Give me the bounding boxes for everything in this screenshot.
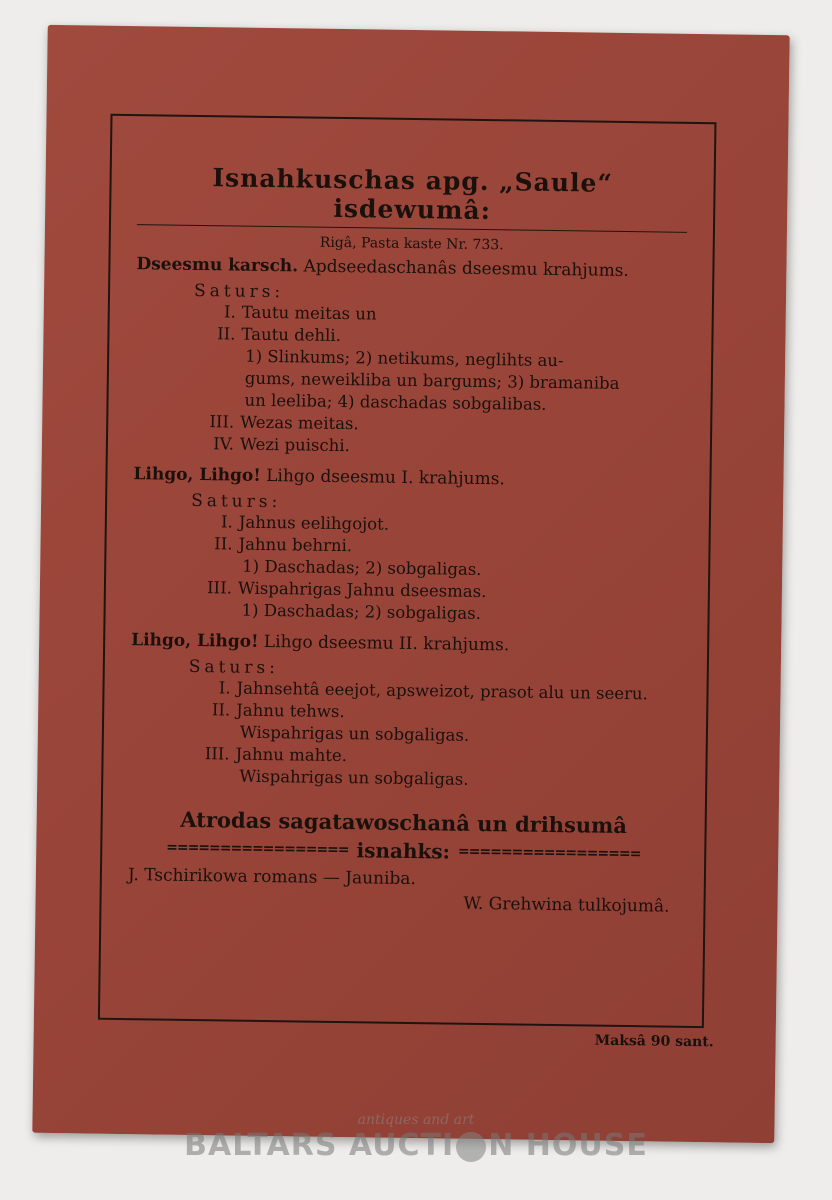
forthcoming-heading: Atrodas sagatawoschanâ un drihsumâ	[180, 806, 628, 839]
forthcoming-label: isnahks:	[356, 838, 451, 864]
forthcoming-line	[128, 835, 678, 867]
contents-line-text: Jahnu tehws.	[236, 700, 345, 722]
contents-line-text: 1) Slinkums; 2) netikums, neglihts au-	[245, 346, 564, 371]
dash-rule-left: =================	[166, 839, 349, 859]
contents-line-text: 1) Daschadas; 2) sobgaligas.	[241, 600, 482, 623]
contents-line-number: II.	[214, 534, 233, 554]
section-title	[136, 254, 686, 282]
translator-credit: W. Grehwina tulkojumâ.	[463, 893, 670, 917]
section-title-bold: Lihgo, Lihgo!	[133, 464, 261, 486]
publisher-headline: Isnahkuschas apg. „Saule“ isdewumâ:	[137, 162, 688, 233]
contents-line-text: Jahnsehtâ eeejot, apsweizot, prasot alu un seeru.	[236, 678, 648, 704]
contents-line-number: I.	[220, 512, 233, 532]
contents-line-text: Wezi puischi.	[239, 434, 350, 456]
contents-line-text: Tautu meitas un	[241, 302, 377, 324]
section-title-rest: Lihgo dseesmu I. krahjums.	[266, 465, 505, 490]
watermark-text-left: BALTARS AUCTI	[184, 1128, 455, 1163]
publisher-address: Rigâ, Pasta kaste Nr. 733.	[319, 234, 504, 254]
contents-line-number: III.	[209, 412, 235, 432]
contents-line-text: Wispahrigas un sobgaligas.	[239, 766, 469, 789]
contents-line-number: I.	[223, 302, 236, 322]
contents-line-number: I.	[218, 678, 231, 698]
section-title-rest: Apdseedaschanâs dseesmu krahjums.	[303, 256, 630, 282]
contents-line-number: III.	[206, 578, 233, 598]
contents-line-text: Jahnu behrni.	[238, 534, 353, 556]
section-lihgo-1	[131, 464, 683, 628]
contents-line-number: III.	[204, 744, 230, 764]
book-back-cover	[32, 25, 789, 1143]
contents-line-text: Jahnu mahte.	[235, 744, 348, 766]
contents-label: Saturs:	[188, 656, 280, 679]
watermark-tagline: antiques and art	[357, 1112, 475, 1128]
auction-house-watermark	[0, 1128, 832, 1163]
price-label: Maksâ 90 sant.	[594, 1032, 714, 1051]
section-lihgo-2	[129, 630, 681, 794]
contents-list	[129, 676, 680, 794]
contents-list	[134, 300, 686, 462]
contents-line-text: Jahnus eelihgojot.	[238, 512, 390, 534]
contents-line-text: 1) Daschadas; 2) sobgaligas.	[242, 556, 482, 579]
contents-list	[131, 510, 682, 628]
contents-line-number: II.	[211, 700, 231, 720]
section-title-bold: Lihgo, Lihgo!	[131, 630, 259, 652]
contents-label: Saturs:	[193, 280, 285, 303]
section-dseesmu-karsch	[134, 254, 687, 462]
contents-line-text: Wispahrigas un sobgaligas.	[239, 722, 470, 745]
forthcoming-work: J. Tschirikowa romans — Jauniba.	[127, 865, 417, 890]
watermark-logo-icon	[456, 1132, 486, 1162]
contents-line-text: Wezas meitas.	[240, 412, 359, 434]
cover-frame	[98, 114, 717, 1028]
watermark-text-right: N HOUSE	[488, 1128, 648, 1163]
contents-label: Saturs:	[190, 490, 282, 513]
dash-rule-right: =================	[457, 843, 641, 863]
contents-line-text: gums, neweikliba un bargums; 3) bramaniba	[244, 368, 620, 393]
contents-line-text: Wispahrigas Jahnu dseesmas.	[237, 578, 487, 602]
contents-line-number: II.	[217, 324, 236, 344]
contents-line-number: IV.	[213, 434, 235, 454]
section-title	[131, 630, 681, 658]
section-title-bold: Dseesmu karsch.	[136, 254, 299, 277]
section-title	[133, 464, 683, 492]
contents-line-text: un leeliba; 4) daschadas sobgalibas.	[244, 390, 547, 414]
contents-line-text: Tautu dehli.	[241, 324, 342, 345]
section-title-rest: Lihgo dseesmu II. krahjums.	[263, 631, 510, 656]
